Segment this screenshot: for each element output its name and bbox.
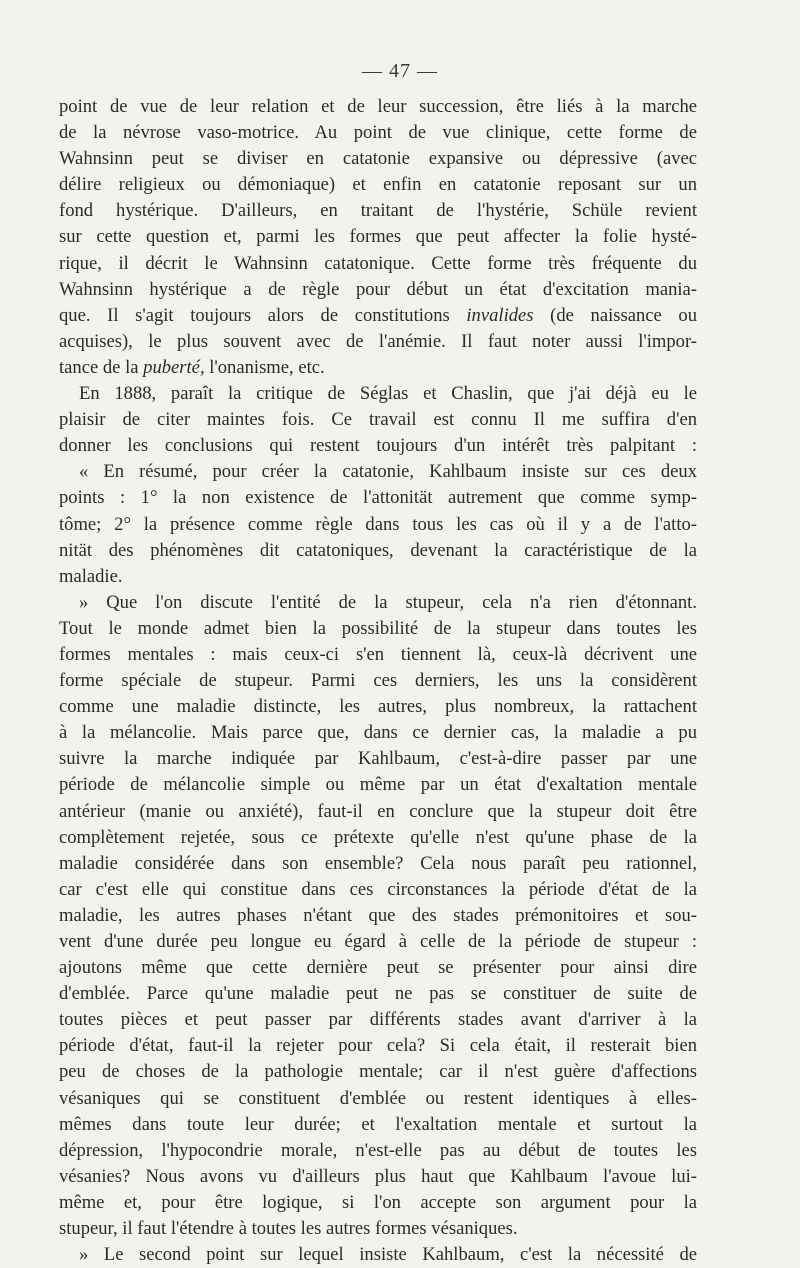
text-span: (de naissance ou bbox=[533, 304, 697, 326]
text-span: ajoutons même que cette dernière peut se présenter pour ainsi dire bbox=[59, 957, 697, 979]
text-line bbox=[59, 590, 697, 616]
text-span: suivre la marche indiquée par Kahlbaum, c'est-à-dire passer par une bbox=[59, 748, 697, 770]
text-span: antérieur (manie ou anxiété), faut-il en conclure que la stupeur doit être bbox=[59, 800, 697, 822]
text-line bbox=[59, 1242, 697, 1268]
text-line bbox=[59, 1164, 697, 1190]
text-span: toutes pièces et peut passer par différents stades avant d'arriver à la bbox=[59, 1009, 697, 1031]
text-line bbox=[59, 877, 697, 903]
text-span: période d'état, faut-il la rejeter pour cela? Si cela était, il resterait bien bbox=[59, 1035, 697, 1057]
text-line bbox=[59, 825, 697, 851]
text-line bbox=[59, 616, 697, 642]
text-span: vésanies? Nous avons vu d'ailleurs plus haut que Kahlbaum l'avoue lui- bbox=[59, 1165, 697, 1187]
text-span: forme spéciale de stupeur. Parmi ces derniers, les uns la considèrent bbox=[59, 670, 697, 692]
text-line bbox=[59, 955, 697, 981]
text-line bbox=[59, 538, 697, 564]
text-line bbox=[59, 1033, 697, 1059]
text-span: maladie considérée dans son ensemble? Cela nous paraît peu rationnel, bbox=[59, 852, 697, 874]
page-number: — 47 — bbox=[362, 60, 438, 82]
text-line bbox=[59, 146, 697, 172]
text-span: même et, pour être logique, si l'on accepte son argument pour la bbox=[59, 1191, 697, 1213]
text-span: vésaniques qui se constituent d'emblée ou restent identiques à elles- bbox=[59, 1087, 697, 1109]
text-line bbox=[59, 198, 697, 224]
body-text bbox=[59, 94, 697, 1268]
text-span: fond hystérique. D'ailleurs, en traitant de l'hystérie, Schüle revient bbox=[59, 200, 697, 222]
text-span: « En résumé, pour créer la catatonie, Kahlbaum insiste sur ces deux bbox=[79, 461, 697, 483]
text-span: maladie. bbox=[59, 565, 123, 587]
text-span: » Que l'on discute l'entité de la stupeur, cela n'a rien d'étonnant. bbox=[79, 591, 697, 613]
text-span: sur cette question et, parmi les formes que peut affecter la folie hysté- bbox=[59, 226, 697, 248]
text-line bbox=[59, 1190, 697, 1216]
text-span: Wahnsinn peut se diviser en catatonie expansive ou dépressive (avec bbox=[59, 148, 697, 170]
text-span: de la névrose vaso-motrice. Au point de vue clinique, cette forme de bbox=[59, 122, 697, 144]
text-span: tance de la bbox=[59, 356, 144, 378]
text-line bbox=[59, 329, 697, 355]
text-line bbox=[59, 1216, 697, 1242]
text-line bbox=[59, 903, 697, 929]
text-line bbox=[59, 303, 697, 329]
text-span: stupeur, il faut l'étendre à toutes les autres formes vésaniques. bbox=[59, 1218, 518, 1240]
italic-text: puberté, bbox=[143, 356, 205, 378]
text-line bbox=[59, 512, 697, 538]
text-span: mêmes dans toute leur durée; et l'exaltation mentale et surtout la bbox=[59, 1113, 697, 1135]
text-line bbox=[59, 172, 697, 198]
text-span: l'onanisme, etc. bbox=[204, 356, 325, 378]
text-span: points : 1° la non existence de l'attonität autrement que comme symp- bbox=[59, 487, 697, 509]
text-span: formes mentales : mais ceux-ci s'en tiennent là, ceux-là décrivent une bbox=[59, 643, 697, 665]
text-span: comme une maladie distincte, les autres, plus nombreux, la rattachent bbox=[59, 696, 697, 718]
text-span: que. Il s'agit toujours alors de constitutions bbox=[59, 304, 467, 326]
text-line bbox=[59, 929, 697, 955]
text-line bbox=[59, 224, 697, 250]
text-line bbox=[59, 1086, 697, 1112]
text-line bbox=[59, 94, 697, 120]
text-span: peu de choses de la pathologie mentale; car il n'est guère d'affections bbox=[59, 1061, 697, 1083]
text-span: délire religieux ou démoniaque) et enfin en catatonie reposant sur un bbox=[59, 174, 697, 196]
text-line bbox=[59, 1059, 697, 1085]
text-line bbox=[59, 720, 697, 746]
text-line bbox=[59, 799, 697, 825]
text-line bbox=[59, 772, 697, 798]
text-span: En 1888, paraît la critique de Séglas et Chaslin, que j'ai déjà eu le bbox=[79, 383, 697, 405]
text-line bbox=[59, 851, 697, 877]
text-line bbox=[59, 668, 697, 694]
text-span: à la mélancolie. Mais parce que, dans ce dernier cas, la maladie a pu bbox=[59, 722, 697, 744]
text-span: dépression, l'hypocondrie morale, n'est-elle pas au début de toutes les bbox=[59, 1139, 697, 1161]
text-line bbox=[59, 251, 697, 277]
text-line bbox=[59, 459, 697, 485]
text-span: rique, il décrit le Wahnsinn catatonique. Cette forme très fréquente du bbox=[59, 252, 697, 274]
italic-text: invalides bbox=[466, 304, 534, 326]
text-line bbox=[59, 433, 697, 459]
text-span: vent d'une durée peu longue eu égard à celle de la période de stupeur : bbox=[59, 931, 697, 952]
text-span: tôme; 2° la présence comme règle dans tous les cas où il y a de l'atto- bbox=[59, 513, 697, 535]
text-span: période de mélancolie simple ou même par un état d'exaltation mentale bbox=[59, 774, 697, 796]
text-line bbox=[59, 694, 697, 720]
text-span: Tout le monde admet bien la possibilité de la stupeur dans toutes les bbox=[59, 617, 697, 639]
text-line bbox=[59, 355, 697, 381]
text-line bbox=[59, 981, 697, 1007]
text-line bbox=[59, 485, 697, 511]
text-span: point de vue de leur relation et de leur succession, être liés à la marche bbox=[59, 96, 697, 117]
text-line bbox=[59, 407, 697, 433]
text-span: nität des phénomènes dit catatoniques, devenant la caractéristique de la bbox=[59, 539, 697, 561]
text-span: d'emblée. Parce qu'une maladie peut ne pas se constituer de suite de bbox=[59, 983, 697, 1005]
text-line bbox=[59, 1138, 697, 1164]
text-span: donner les conclusions qui restent toujours d'un intérêt très palpitant : bbox=[59, 435, 697, 457]
text-line bbox=[59, 277, 697, 303]
text-span: » Le second point sur lequel insiste Kahlbaum, c'est la nécessité de bbox=[79, 1244, 697, 1266]
text-span: Wahnsinn hystérique a de règle pour début un état d'excitation mania- bbox=[59, 278, 697, 300]
text-span: complètement rejetée, sous ce prétexte qu'elle n'est qu'une phase de la bbox=[59, 826, 697, 848]
text-line bbox=[59, 642, 697, 668]
text-line bbox=[59, 1112, 697, 1138]
text-line bbox=[59, 1007, 697, 1033]
text-span: car c'est elle qui constitue dans ces circonstances la période d'état de la bbox=[59, 878, 697, 900]
text-span: plaisir de citer maintes fois. Ce travail est connu Il me suffira d'en bbox=[59, 409, 697, 431]
text-line bbox=[59, 746, 697, 772]
text-span: acquises), le plus souvent avec de l'anémie. Il faut noter aussi l'impor- bbox=[59, 330, 697, 352]
text-line bbox=[59, 564, 697, 590]
text-line bbox=[59, 120, 697, 146]
text-span: maladie, les autres phases n'étant que des stades prémonitoires et sou- bbox=[59, 904, 697, 926]
text-line bbox=[59, 381, 697, 407]
